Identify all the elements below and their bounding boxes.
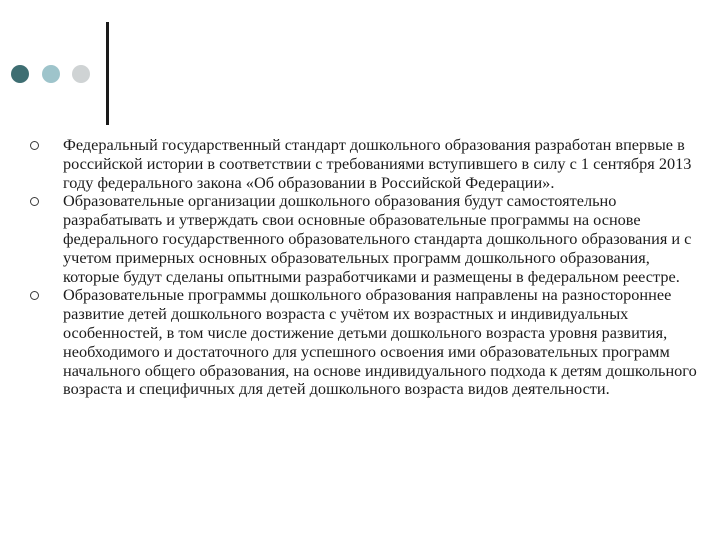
title-divider-line — [106, 22, 109, 125]
bullet-list — [30, 136, 710, 399]
decor-dot-dark — [11, 65, 29, 83]
bullet-marker-icon — [30, 291, 39, 300]
bullet-text-2: Образовательные организации дошкольного образования будут самостоятельно разрабатывать и утверждать свои основные образовательные программы на основе федерального государственного образовательного стандарта дошкольного образования и с учетом примерных основных образовательных программ дошкольного образования, которые будут сделаны опытными разработчиками и размещены в федеральном реестре. — [63, 191, 692, 286]
bullet-text-1: Федеральный государственный стандарт дошкольного образования разработан впервые в российской истории в соответствии с требованиями вступившего в силу с 1 сентября 2013 году федерального закона «Об образовании в Российской Федерации». — [63, 135, 692, 192]
bullet-marker-icon — [30, 141, 39, 150]
decor-dot-gray — [72, 65, 90, 83]
bullet-item-3 — [30, 286, 710, 399]
bullet-text-3: Образовательные программы дошкольного образования направлены на разностороннее развитие детей дошкольного возраста с учётом их возрастных и индивидуальных особенностей, в том числе достижение детьми дошкольного возраста уровня развития, необходимого и достаточного для успешного освоения ими образовательных программ начального общего образования, на основе индивидуального подхода к детям дошкольного возраста и специфичных для детей дошкольного возраста видов деятельности. — [63, 285, 697, 399]
bullet-item-2 — [30, 192, 710, 286]
bullet-item-1 — [30, 136, 710, 192]
bullet-marker-icon — [30, 197, 39, 206]
decor-dot-light — [42, 65, 60, 83]
